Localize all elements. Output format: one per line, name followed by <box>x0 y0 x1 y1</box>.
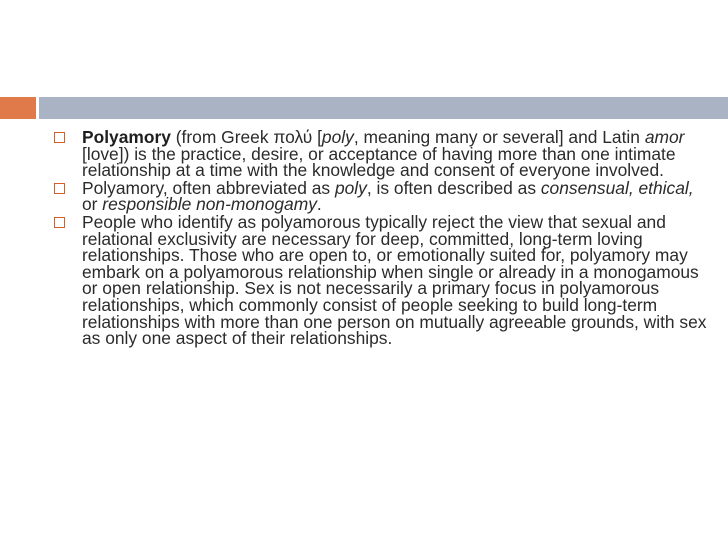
bullet-item <box>48 129 708 179</box>
bullet-item <box>48 211 708 349</box>
bullet-text: People who identify as polyamorous typically reject the view that sexual and relational exclusivity are necessary for deep, committed, long-term loving relationships. Those who are open to, or emotionally suited for, polyamory may embark on a polyamorous relationship when single or already in a monogamous or open relationship. Sex is not necessarily a primary focus in polyamorous relationships, which commonly consist of people seeking to build long-term relationships with more than one person on mutually agreeable grounds, with sex as only one aspect of their relationships. <box>82 211 707 349</box>
square-bullet-icon <box>54 217 65 228</box>
square-bullet-icon <box>54 132 65 143</box>
accent-bar <box>0 97 36 119</box>
bullet-item <box>48 177 708 215</box>
bullet-text: Polyamory, often abbreviated as poly, is often described as consensual, ethical, or responsible non-monogamy. <box>82 177 694 215</box>
square-bullet-icon <box>54 183 65 194</box>
title-bar <box>39 97 728 119</box>
bullet-text: Polyamory (from Greek πολύ [poly, meaning many or several] and Latin amor [love]) is the practice, desire, or acceptance of having more than one intimate relationship at a time with the knowledge and consent of everyone involved. <box>82 127 685 181</box>
slide-content <box>48 129 708 348</box>
